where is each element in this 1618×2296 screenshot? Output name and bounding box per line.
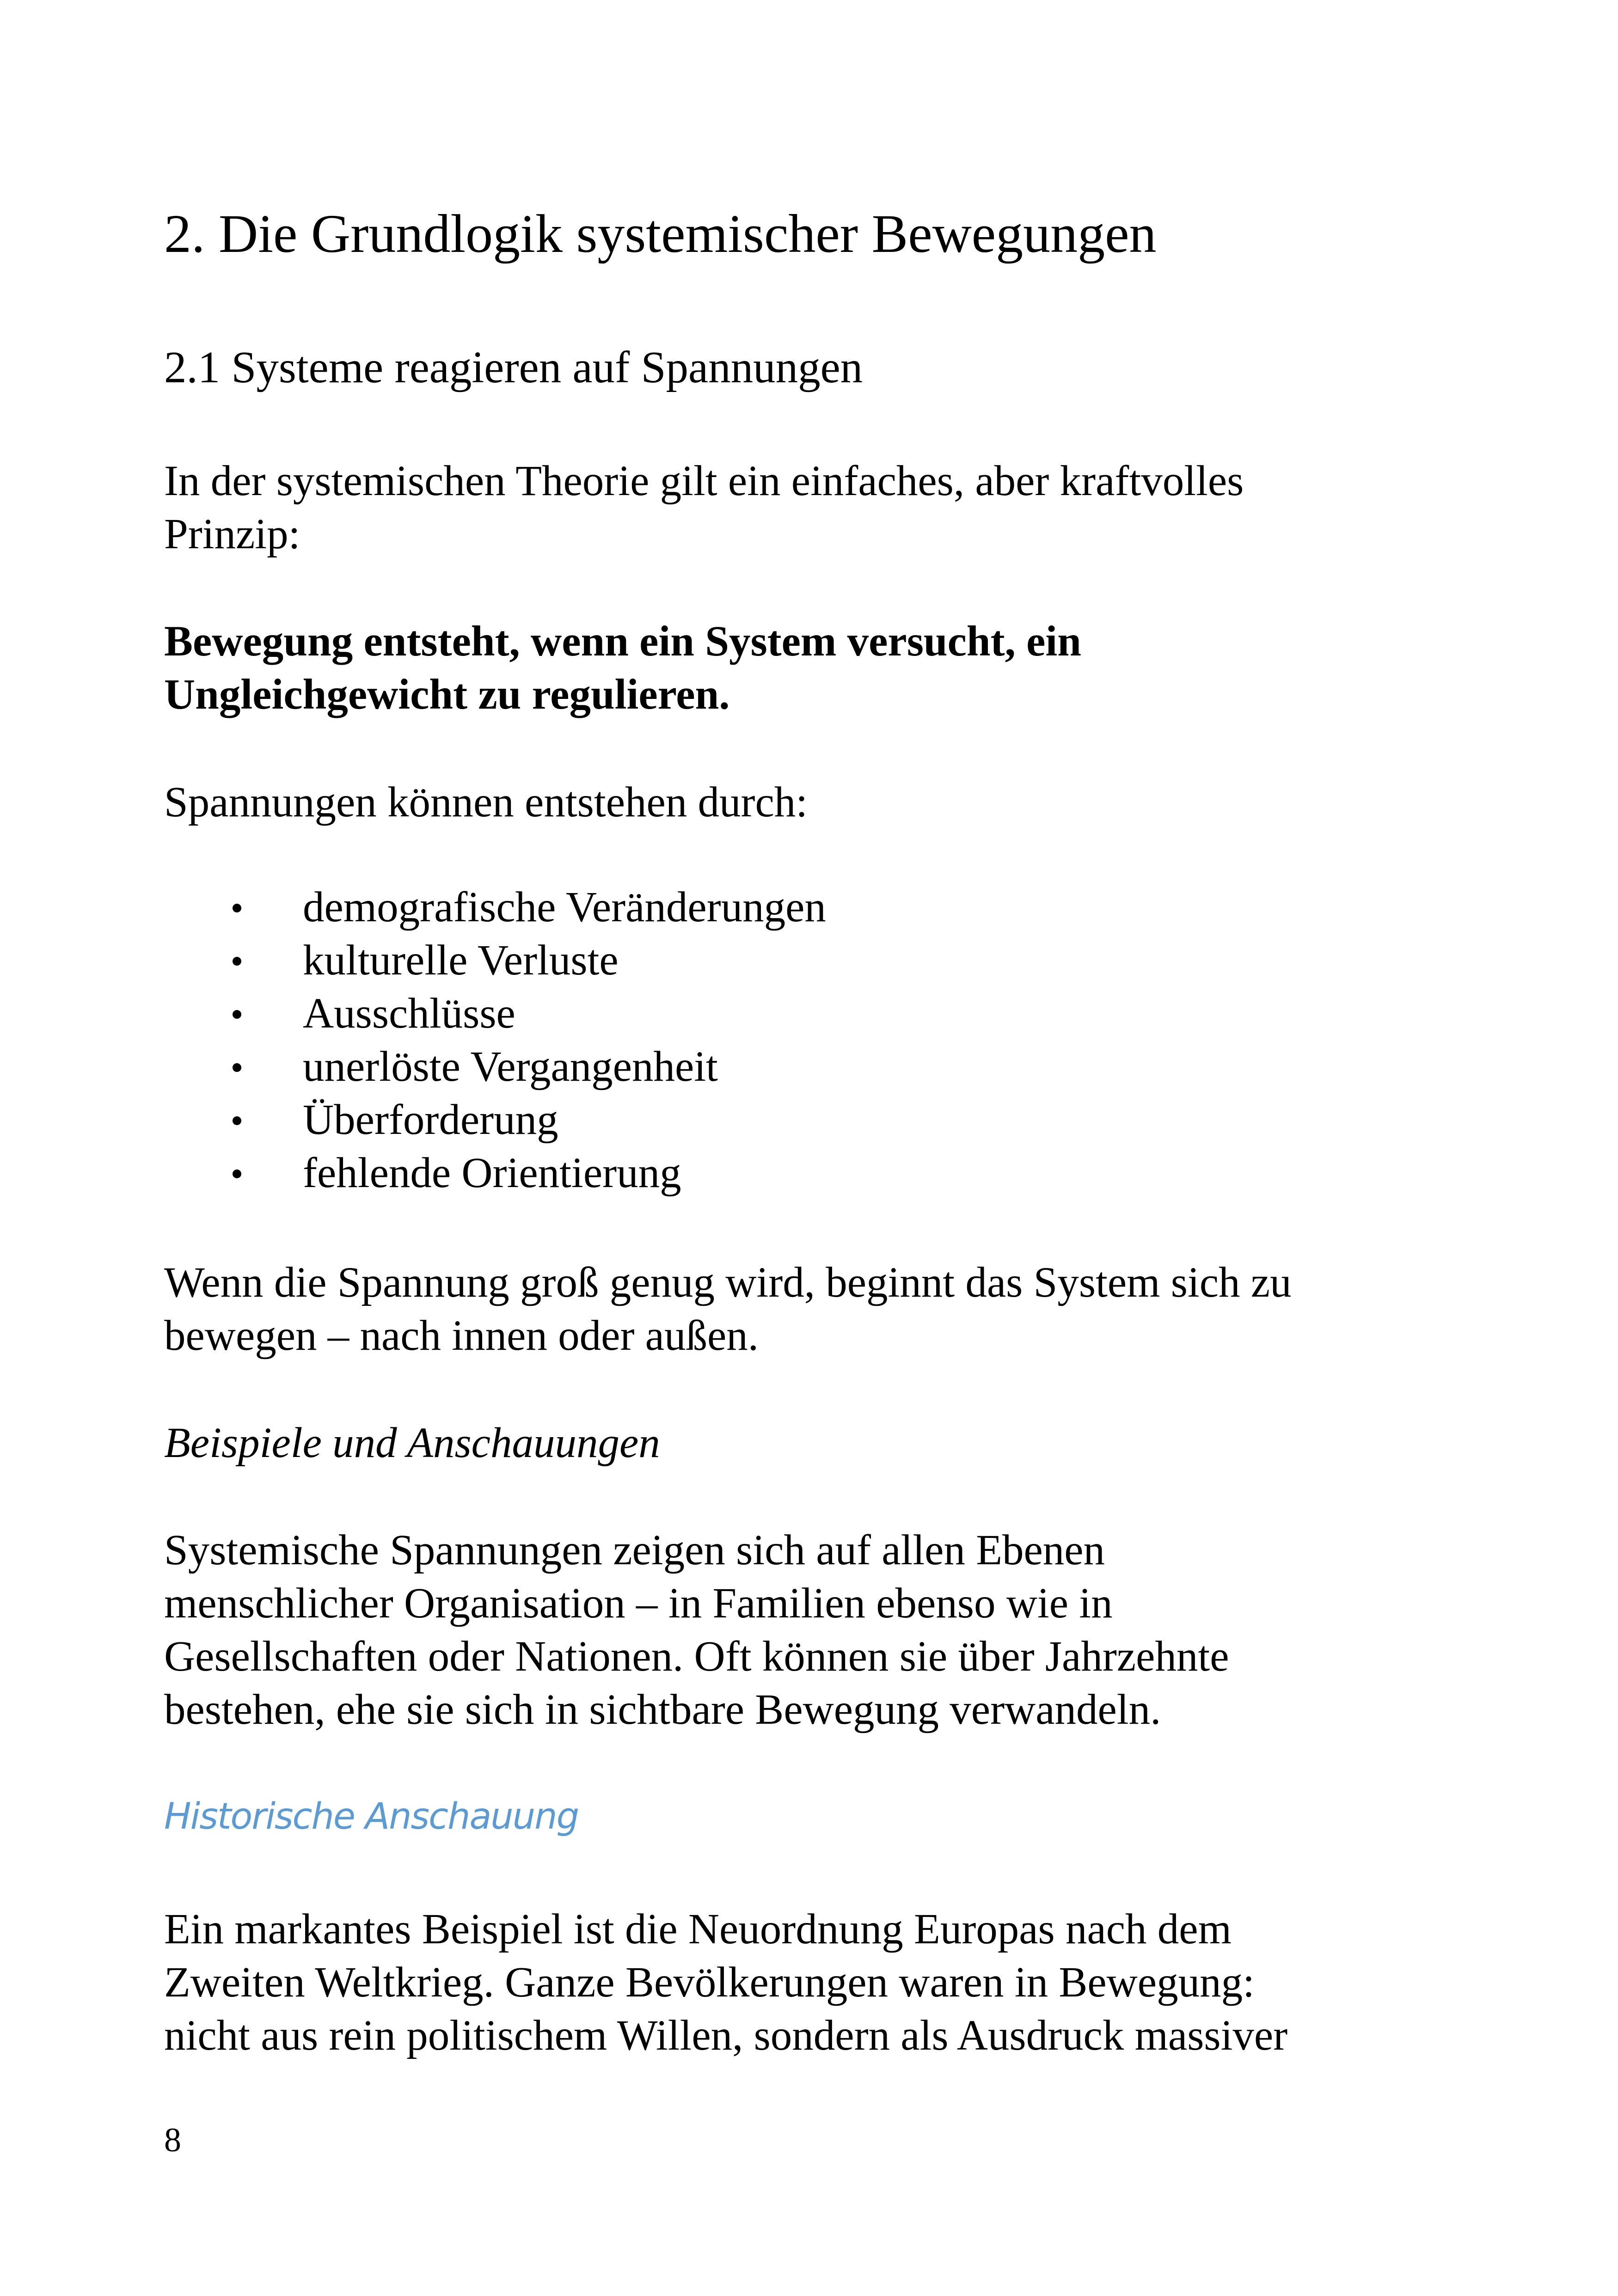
intro-line-1: In der systemischen Theorie gilt ein einfaches, aber kraftvolles bbox=[164, 457, 1244, 505]
historical-line-3: nicht aus rein politischem Willen, sondern als Ausdruck massiver bbox=[164, 2012, 1288, 2059]
section-title: 2.1 Systeme reagieren auf Spannungen bbox=[164, 343, 863, 392]
bullet-icon bbox=[233, 957, 241, 966]
list-intro: Spannungen können entstehen durch: bbox=[164, 778, 808, 826]
bullet-icon bbox=[233, 904, 241, 912]
historical-heading: Historische Anschauung bbox=[164, 1796, 579, 1837]
list-item-text: unerlöste Vergangenheit bbox=[303, 1043, 718, 1090]
historical-line-1: Ein markantes Beispiel ist die Neuordnung Europas nach dem bbox=[164, 1905, 1232, 1953]
bullet-icon bbox=[233, 1116, 241, 1125]
bullet-icon bbox=[233, 1063, 241, 1072]
list-item-text: demografische Veränderungen bbox=[303, 883, 826, 931]
consequence-line-1: Wenn die Spannung groß genug wird, beginnt das System sich zu bbox=[164, 1259, 1292, 1306]
chapter-title: 2. Die Grundlogik systemischer Bewegungen bbox=[164, 203, 1157, 264]
thesis-line-2: Ungleichgewicht zu regulieren. bbox=[164, 671, 730, 718]
examples-heading: Beispiele und Anschauungen bbox=[164, 1419, 660, 1467]
intro-line-2: Prinzip: bbox=[164, 510, 300, 558]
consequence-line-2: bewegen – nach innen oder außen. bbox=[164, 1312, 759, 1359]
bullet-icon bbox=[233, 1010, 241, 1019]
bullet-icon bbox=[233, 1169, 241, 1178]
thesis-line-1: Bewegung entsteht, wenn ein System versucht, ein bbox=[164, 618, 1081, 665]
historical-line-2: Zweiten Weltkrieg. Ganze Bevölkerungen waren in Bewegung: bbox=[164, 1959, 1255, 2006]
list-item-text: Ausschlüsse bbox=[303, 990, 515, 1037]
examples-line-1: Systemische Spannungen zeigen sich auf allen Ebenen bbox=[164, 1526, 1105, 1574]
examples-line-2: menschlicher Organisation – in Familien ebenso wie in bbox=[164, 1580, 1113, 1627]
examples-line-3: Gesellschaften oder Nationen. Oft können sie über Jahrzehnte bbox=[164, 1633, 1229, 1680]
examples-line-4: bestehen, ehe sie sich in sichtbare Bewegung verwandeln. bbox=[164, 1686, 1161, 1733]
list-item-text: Überforderung bbox=[303, 1096, 558, 1144]
list-item-text: fehlende Orientierung bbox=[303, 1149, 681, 1197]
page-number: 8 bbox=[164, 2121, 181, 2159]
list-item-text: kulturelle Verluste bbox=[303, 937, 619, 984]
